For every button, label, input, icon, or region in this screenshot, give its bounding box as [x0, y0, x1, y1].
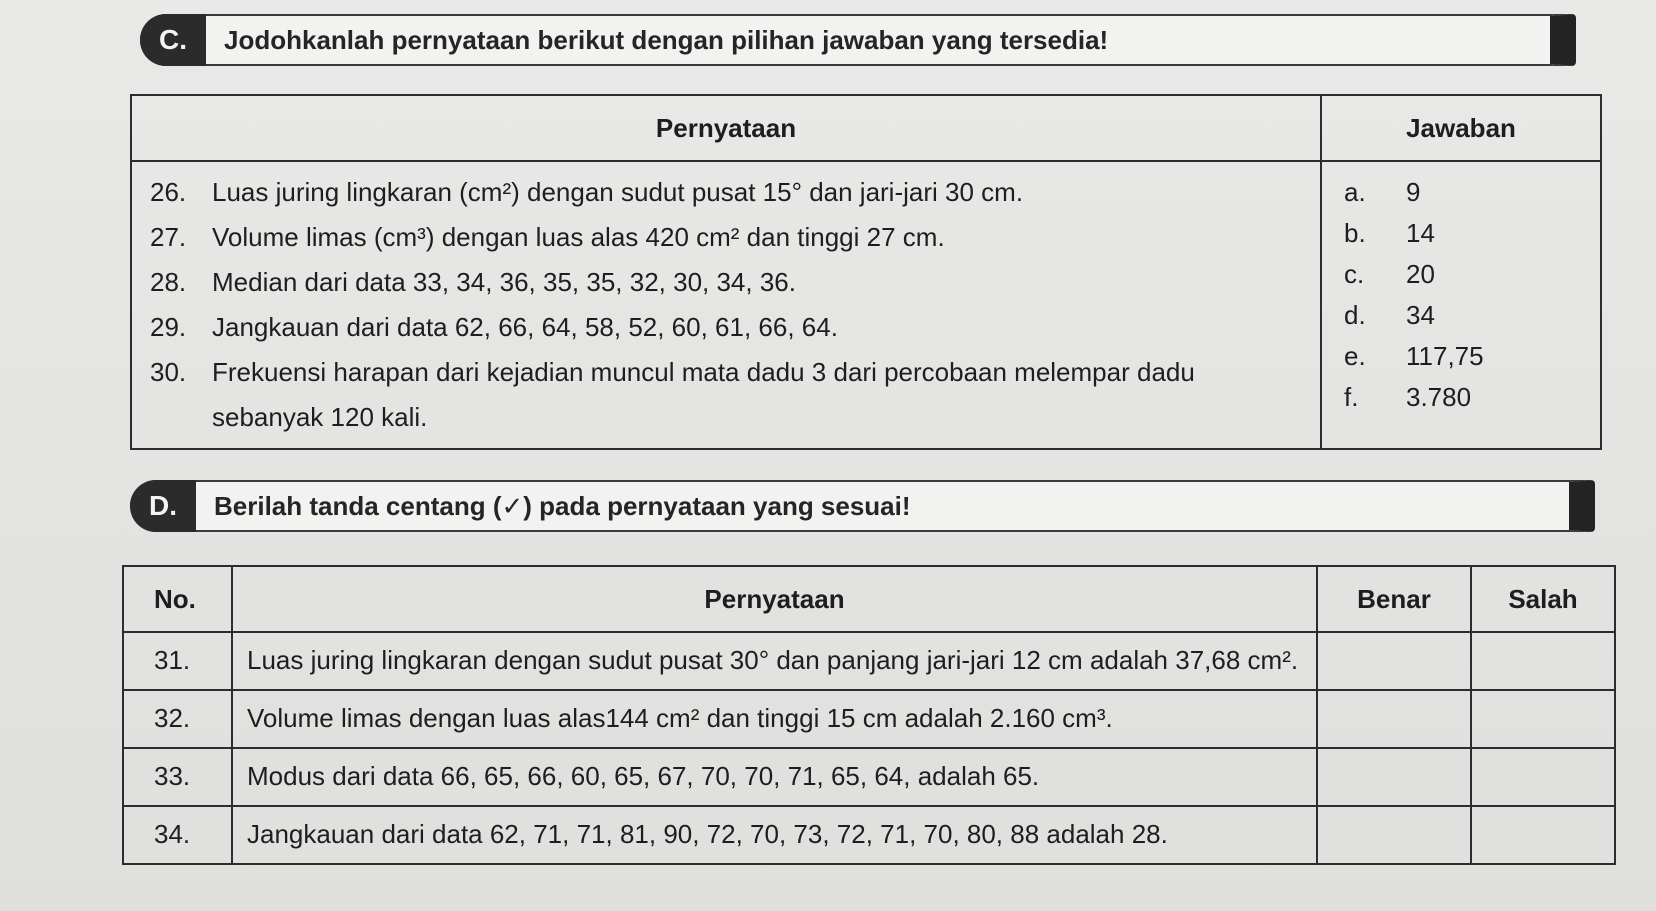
answer-option	[1344, 336, 1586, 377]
table-row	[123, 632, 1615, 690]
list-item	[150, 305, 1306, 350]
row-number: 34.	[123, 806, 232, 864]
answer-value: 20	[1406, 259, 1435, 289]
statement-text: Frekuensi harapan dari kejadian muncul mata dadu 3 dari percobaan melempar dadu sebanyak 120 kali.	[212, 357, 1195, 432]
salah-checkbox-cell[interactable]	[1471, 806, 1615, 864]
section-d-letter: D.	[130, 480, 196, 532]
benar-checkbox-cell[interactable]	[1317, 748, 1471, 806]
header-false: Salah	[1471, 566, 1615, 632]
section-d-banner	[130, 480, 1595, 532]
header-answer: Jawaban	[1321, 95, 1601, 161]
row-number: 33.	[123, 748, 232, 806]
answer-value: 117,75	[1406, 341, 1484, 371]
row-statement: Luas juring lingkaran dengan sudut pusat 30° dan panjang jari-jari 12 cm adalah 37,68 cm².	[232, 632, 1317, 690]
benar-checkbox-cell[interactable]	[1317, 690, 1471, 748]
statement-number: 30.	[150, 357, 187, 387]
list-item	[150, 170, 1306, 215]
answer-value: 9	[1406, 177, 1421, 207]
answer-option	[1344, 172, 1586, 213]
benar-checkbox-cell[interactable]	[1317, 806, 1471, 864]
section-c-letter: C.	[140, 14, 206, 66]
answer-label: b.	[1344, 218, 1366, 248]
statement-text: Luas juring lingkaran (cm²) dengan sudut pusat 15° dan jari-jari 30 cm.	[212, 177, 1024, 207]
salah-checkbox-cell[interactable]	[1471, 690, 1615, 748]
answer-label: e.	[1344, 341, 1366, 371]
table-row	[123, 806, 1615, 864]
statement-number: 29.	[150, 312, 187, 342]
answers-cell	[1321, 161, 1601, 449]
table-row	[123, 690, 1615, 748]
answer-option	[1344, 377, 1586, 418]
answer-value: 34	[1406, 300, 1435, 330]
statement-number: 27.	[150, 222, 187, 252]
header-statement: Pernyataan	[131, 95, 1321, 161]
benar-checkbox-cell[interactable]	[1317, 632, 1471, 690]
list-item	[150, 215, 1306, 260]
true-false-table	[122, 565, 1616, 865]
true-false-header-row	[123, 566, 1615, 632]
row-statement: Modus dari data 66, 65, 66, 60, 65, 67, 70, 70, 71, 65, 64, adalah 65.	[232, 748, 1317, 806]
matching-table-body-row	[131, 161, 1601, 449]
row-statement: Jangkauan dari data 62, 71, 71, 81, 90, 72, 70, 73, 72, 71, 70, 80, 88 adalah 28.	[232, 806, 1317, 864]
answer-label: f.	[1344, 382, 1359, 412]
section-c-banner	[140, 14, 1576, 66]
answer-value: 3.780	[1406, 382, 1472, 412]
salah-checkbox-cell[interactable]	[1471, 748, 1615, 806]
statement-text: Median dari data 33, 34, 36, 35, 35, 32, 30, 34, 36.	[212, 267, 796, 297]
table-row	[123, 748, 1615, 806]
matching-table	[130, 94, 1602, 450]
row-number: 31.	[123, 632, 232, 690]
answer-label: d.	[1344, 300, 1366, 330]
answer-option	[1344, 254, 1586, 295]
statement-number: 26.	[150, 177, 187, 207]
header-true: Benar	[1317, 566, 1471, 632]
statements-cell	[131, 161, 1321, 449]
statement-number: 28.	[150, 267, 187, 297]
header-statement: Pernyataan	[232, 566, 1317, 632]
section-d-title: Berilah tanda centang (✓) pada pernyataan yang sesuai!	[214, 490, 911, 521]
salah-checkbox-cell[interactable]	[1471, 632, 1615, 690]
section-c-title: Jodohkanlah pernyataan berikut dengan pilihan jawaban yang tersedia!	[224, 24, 1109, 55]
row-statement: Volume limas dengan luas alas144 cm² dan tinggi 15 cm adalah 2.160 cm³.	[232, 690, 1317, 748]
list-item	[150, 260, 1306, 305]
statement-text: Jangkauan dari data 62, 66, 64, 58, 52, 60, 61, 66, 64.	[212, 312, 838, 342]
answer-option	[1344, 213, 1586, 254]
answer-value: 14	[1406, 218, 1435, 248]
list-item	[150, 350, 1306, 440]
matching-table-header-row	[131, 95, 1601, 161]
answer-label: a.	[1344, 177, 1366, 207]
statement-text: Volume limas (cm³) dengan luas alas 420 cm² dan tinggi 27 cm.	[212, 222, 945, 252]
row-number: 32.	[123, 690, 232, 748]
header-number: No.	[123, 566, 232, 632]
answer-option	[1344, 295, 1586, 336]
answer-label: c.	[1344, 259, 1365, 289]
